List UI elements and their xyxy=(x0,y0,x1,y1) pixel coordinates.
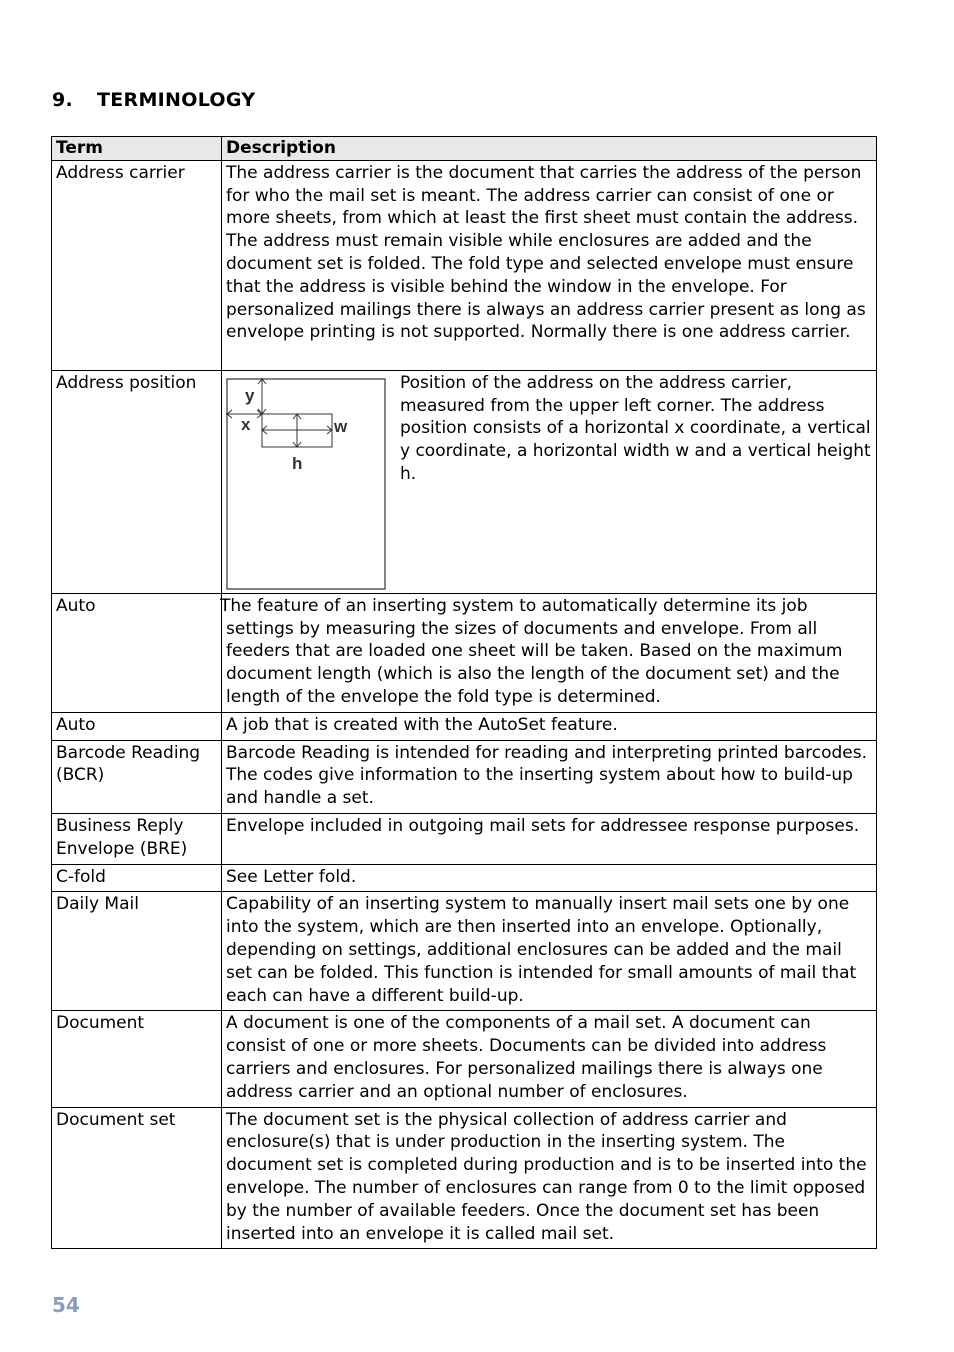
section-heading xyxy=(52,89,255,111)
description-text: Position of the address on the address carrier, measured from the upper left corner. The address position consists of a horizontal x coordinate, a vertical y coordinate, a horizontal width w and a vertical height h. xyxy=(400,372,871,484)
page-number: 54 xyxy=(52,1293,80,1317)
label-h: h xyxy=(292,453,303,473)
table-row xyxy=(52,892,877,1011)
description-cell: The feature of an inserting system to automatically determine its job settings by measuring the sizes of documents and envelope. From all feeders that are loaded one sheet will be taken. Based on the maximum document length (which is also the length of the document set) and the length of the envelope the fold type is determined. xyxy=(222,593,877,712)
description-cell: Envelope included in outgoing mail sets for addressee response purposes. xyxy=(222,813,877,864)
table-row xyxy=(52,712,877,740)
table-row xyxy=(52,864,877,892)
table-row xyxy=(52,370,877,593)
description-cell: Capability of an inserting system to manually insert mail sets one by one into the system, which are then inserted into an envelope. Optionally, depending on settings, additional enclosures can be added and the mail set can be folded. This function is intended for small amounts of mail that each can have a different build-up. xyxy=(222,892,877,1011)
section-title: TERMINOLOGY xyxy=(97,89,256,111)
term-cell: Daily Mail xyxy=(52,892,222,1011)
description-cell xyxy=(222,370,877,593)
terminology-table xyxy=(51,136,877,1249)
table-header-row xyxy=(52,137,877,161)
table-row xyxy=(52,1107,877,1249)
term-column-header: Term xyxy=(52,137,222,161)
term-cell: Business Reply Envelope (BRE) xyxy=(52,813,222,864)
term-cell: Auto xyxy=(52,712,222,740)
table-row xyxy=(52,740,877,813)
table-row xyxy=(52,813,877,864)
description-column-header: Description xyxy=(222,137,877,161)
term-cell: Auto xyxy=(52,593,222,712)
table-row xyxy=(52,593,877,712)
label-x: x xyxy=(241,414,251,434)
description-cell: The document set is the physical collection of address carrier and enclosure(s) that is under production in the inserting system. The document set is completed during production and is to be inserted into the envelope. The number of enclosures can range from 0 to the limit opposed by the number of available feeders. Once the document set has been inserted into an envelope it is called mail set. xyxy=(222,1107,877,1249)
term-cell: Barcode Reading (BCR) xyxy=(52,740,222,813)
term-cell: Address position xyxy=(52,370,222,593)
label-y: y xyxy=(245,385,255,405)
label-w: w xyxy=(334,416,348,436)
description-cell: See Letter fold. xyxy=(222,864,877,892)
section-number: 9. xyxy=(52,89,74,111)
table-row xyxy=(52,1011,877,1107)
address-position-diagram xyxy=(226,378,386,590)
term-cell: C-fold xyxy=(52,864,222,892)
description-cell: A job that is created with the AutoSet feature. xyxy=(222,712,877,740)
term-cell: Document set xyxy=(52,1107,222,1249)
description-cell: The address carrier is the document that carries the address of the person for who the mail set is meant. The address carrier can consist of one or more sheets, from which at least the first sheet must contain the address. The address must remain visible while enclosures are added and the document set is folded. The fold type and selected envelope must ensure that the address is visible behind the window in the envelope. For personalized mailings there is always an address carrier present as long as envelope printing is not supported. Normally there is one address carrier. xyxy=(222,160,877,370)
term-cell: Document xyxy=(52,1011,222,1107)
term-cell: Address carrier xyxy=(52,160,222,370)
description-cell: Barcode Reading is intended for reading and interpreting printed barcodes. The codes give information to the inserting system about how to build-up and handle a set. xyxy=(222,740,877,813)
table-row xyxy=(52,160,877,370)
description-cell: A document is one of the components of a mail set. A document can consist of one or more sheets. Documents can be divided into address carriers and enclosures. For personalized mailings there is always one address carrier and an optional number of enclosures. xyxy=(222,1011,877,1107)
